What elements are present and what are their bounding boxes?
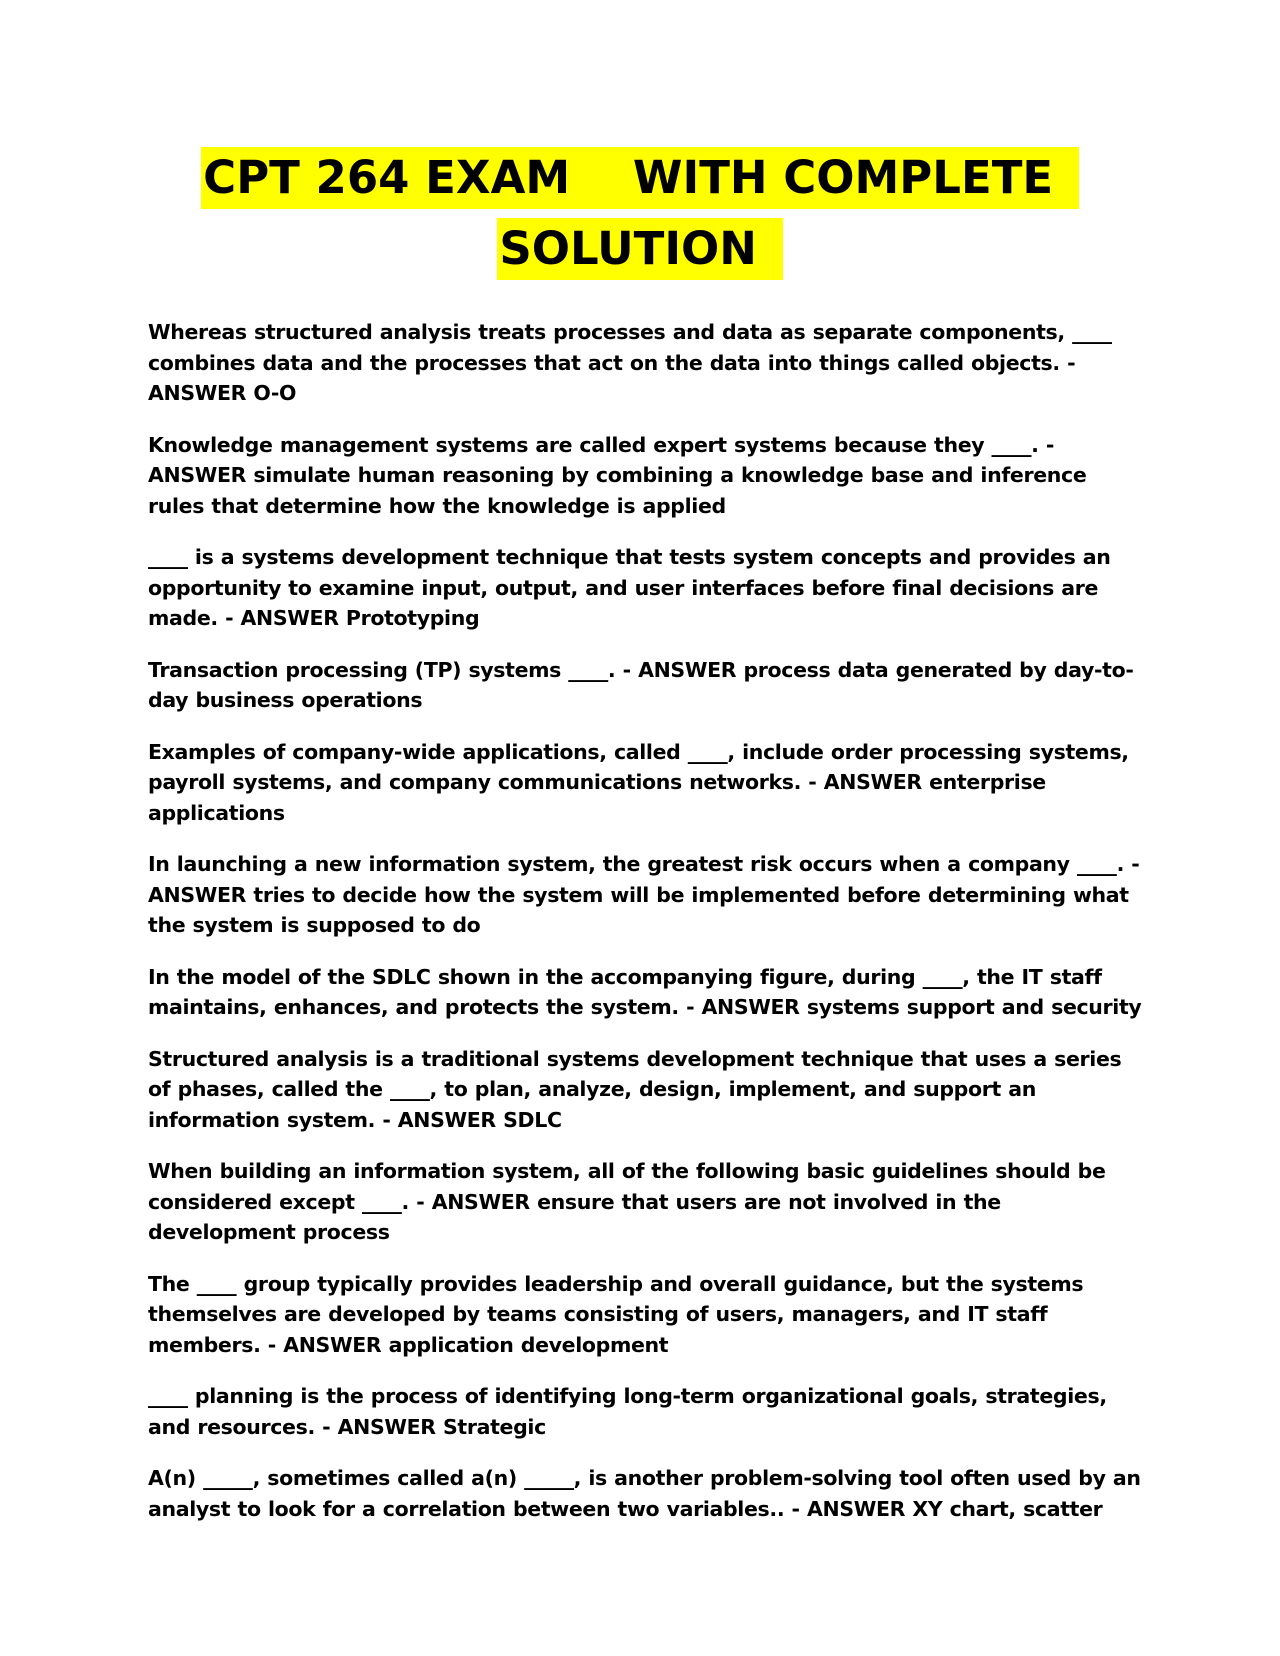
question-answer-list (148, 317, 1148, 1545)
qa-item: Examples of company-wide applications, called ____, include order processing systems, payroll systems, and company communications networks. - ANSWER enterprise applications (148, 739, 1129, 825)
qa-item: In the model of the SDLC shown in the accompanying figure, during ____, the IT staff maintains, enhances, and protects the system. - ANSWER systems support and security (148, 964, 1142, 1019)
qa-item: ____ is a systems development technique that tests system concepts and provides an opportunity to examine input, output, and user interfaces before final decisions are made. - ANSWER Prototyping (148, 545, 1111, 630)
qa-item: Knowledge management systems are called expert systems because they ____. - ANSWER simulate human reasoning by combining a knowledge base and inference rules that determine how the knowledge is applied (148, 432, 1087, 518)
qa-item: In launching a new information system, the greatest risk occurs when a company ____. - ANSWER tries to decide how the system will be implemented before determining what the system is supposed to do (148, 852, 1140, 937)
qa-item: A(n) _____, sometimes called a(n) _____, is another problem-solving tool often used by an analyst to look for a correlation between two variables.. - ANSWER XY chart, scatter (148, 1466, 1141, 1521)
qa-item: Structured analysis is a traditional systems development technique that uses a series of phases, called the ____, to plan, analyze, design, implement, and support an information system. - ANSWER SDLC (148, 1046, 1122, 1132)
qa-item: The ____ group typically provides leadership and overall guidance, but the systems themselves are developed by teams consisting of users, managers, and IT staff members. - ANSWER application development (148, 1271, 1084, 1357)
title-line-1: CPT 264 EXAM WITH COMPLETE (201, 147, 1079, 209)
qa-item: ____ planning is the process of identifying long-term organizational goals, strategies, and resources. - ANSWER Strategic (148, 1384, 1107, 1439)
qa-item: Transaction processing (TP) systems ____. - ANSWER process data generated by day-to-day business operations (148, 657, 1134, 712)
title-line-2: SOLUTION (497, 218, 782, 280)
document-title (0, 147, 1280, 280)
qa-item: When building an information system, all of the following basic guidelines should be considered except ____. - ANSWER ensure that users are not involved in the development process (148, 1159, 1106, 1244)
qa-item: Whereas structured analysis treats processes and data as separate components, ____ combines data and the processes that act on the data into things called objects. - ANSWER O-O (148, 320, 1112, 405)
